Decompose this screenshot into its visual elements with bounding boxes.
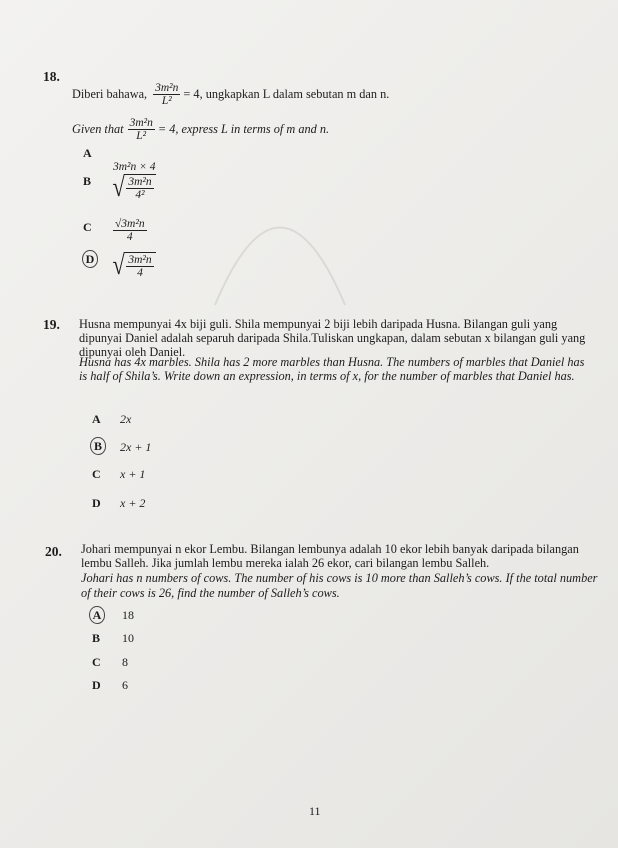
q20-option-d-value: 6 bbox=[122, 678, 128, 692]
q20-selected-circle: A bbox=[89, 606, 105, 624]
q20-number: 20. bbox=[45, 544, 62, 559]
q19-malay-3: dipunyai oleh Daniel. bbox=[79, 345, 186, 359]
q19-english-1: Husna has 4x marbles. Shila has 2 more marbles than Husna. The numbers of marbles that Daniel has bbox=[79, 355, 585, 369]
q19-option-d-letter[interactable]: D bbox=[92, 496, 101, 510]
q20-option-c-letter[interactable]: C bbox=[92, 655, 101, 669]
page-number: 11 bbox=[309, 804, 321, 818]
q20-english-1: Johari has n numbers of cows. The number of his cows is 10 more than Salleh’s cows. If the total number bbox=[81, 571, 598, 585]
q18-option-d-value bbox=[113, 218, 147, 243]
q19-number: 19. bbox=[43, 317, 60, 332]
q20-english-2: of their cows is 26, find the number of Salleh’s cows. bbox=[81, 586, 340, 600]
q18-english-pre: Given that bbox=[72, 122, 124, 136]
q19-malay-2: dipunyai Daniel adalah separuh daripada Shila.Tuliskan ungkapan, dalam sebutan x bilangan guli yang bbox=[79, 331, 586, 345]
q20-option-b-letter[interactable]: B bbox=[92, 631, 101, 645]
q18-fraction-den: L² bbox=[161, 95, 172, 107]
q18-option-a-letter[interactable]: A bbox=[83, 146, 92, 160]
q19-english-2: is half of Shila’s. Write down an expression, in terms of x, for the number of marbles that Daniel has. bbox=[79, 369, 575, 383]
q19-selected-circle: B bbox=[90, 437, 106, 455]
q18-selected-circle: D bbox=[82, 250, 98, 268]
q19-option-a-value: 2x bbox=[120, 412, 132, 426]
q18-option-c-num: 3m²n bbox=[128, 176, 152, 188]
q18-fraction-num: 3m²n bbox=[155, 82, 179, 94]
q18-option-d-num: √3m²n bbox=[115, 218, 145, 230]
q19-option-c-letter[interactable]: C bbox=[92, 467, 101, 481]
q18-english-fraction bbox=[128, 117, 155, 142]
q18-eq-tail: = 4 bbox=[183, 87, 200, 101]
q20-option-a-letter[interactable] bbox=[89, 606, 105, 624]
q18-option-d-fraction bbox=[113, 218, 147, 243]
q18-option-b-value: 3m²n × 4 bbox=[113, 161, 156, 173]
q19-option-a-letter[interactable]: A bbox=[92, 412, 101, 426]
show-through-graph bbox=[210, 190, 350, 310]
q20-malay-2: lembu Salleh. Jika jumlah lembu mereka ialah 26 ekor, cari bilangan lembu Salleh. bbox=[81, 556, 490, 570]
q20-malay-1: Johari mempunyai n ekor Lembu. Bilangan lembunya adalah 10 ekor lebih banyak daripada bilangan bbox=[81, 542, 579, 556]
q20-option-a-value: 18 bbox=[122, 608, 134, 622]
q18-option-c-den: 4² bbox=[135, 189, 145, 201]
q19-option-b-letter[interactable] bbox=[90, 437, 106, 455]
q18-english-tail: = 4, express L in terms of m and n. bbox=[157, 122, 330, 136]
q18-number: 18. bbox=[43, 69, 60, 84]
q18-malay-line bbox=[72, 82, 389, 107]
q18-option-e-den: 4 bbox=[137, 267, 143, 279]
q18-option-e-num: 3m²n bbox=[128, 254, 152, 266]
q18-option-d-den: 4 bbox=[126, 231, 133, 243]
sqrt-symbol: √ bbox=[112, 250, 125, 281]
q18-option-c-letter[interactable]: C bbox=[83, 220, 92, 234]
q19-option-b-value: 2x + 1 bbox=[120, 440, 152, 454]
q18-fraction bbox=[153, 82, 180, 107]
q18-option-e-fraction bbox=[126, 254, 153, 279]
q18-option-c-fraction bbox=[126, 176, 153, 201]
q18-option-c-value bbox=[111, 174, 156, 202]
q18-english-fraction-num: 3m²n bbox=[129, 117, 153, 129]
q18-malay-pre: Diberi bahawa, bbox=[72, 87, 148, 101]
q18-option-b-letter[interactable]: B bbox=[83, 174, 92, 188]
q19-option-c-value: x + 1 bbox=[120, 467, 146, 481]
q20-option-c-value: 8 bbox=[122, 655, 128, 669]
sqrt-symbol: √ bbox=[112, 172, 125, 203]
q18-malay-post: , ungkapkan L dalam sebutan m dan n. bbox=[199, 87, 390, 101]
q18-option-d-letter[interactable] bbox=[82, 250, 98, 268]
q19-option-d-value: x + 2 bbox=[120, 496, 146, 510]
q18-english-line bbox=[72, 117, 329, 142]
q18-option-e-value bbox=[111, 252, 156, 280]
q20-option-d-letter[interactable]: D bbox=[92, 678, 101, 692]
q19-malay-1: Husna mempunyai 4x biji guli. Shila mempunyai 2 biji lebih daripada Husna. Bilangan guli yang bbox=[79, 317, 558, 331]
q18-english-fraction-den: L² bbox=[136, 130, 147, 142]
q20-option-b-value: 10 bbox=[122, 631, 134, 645]
